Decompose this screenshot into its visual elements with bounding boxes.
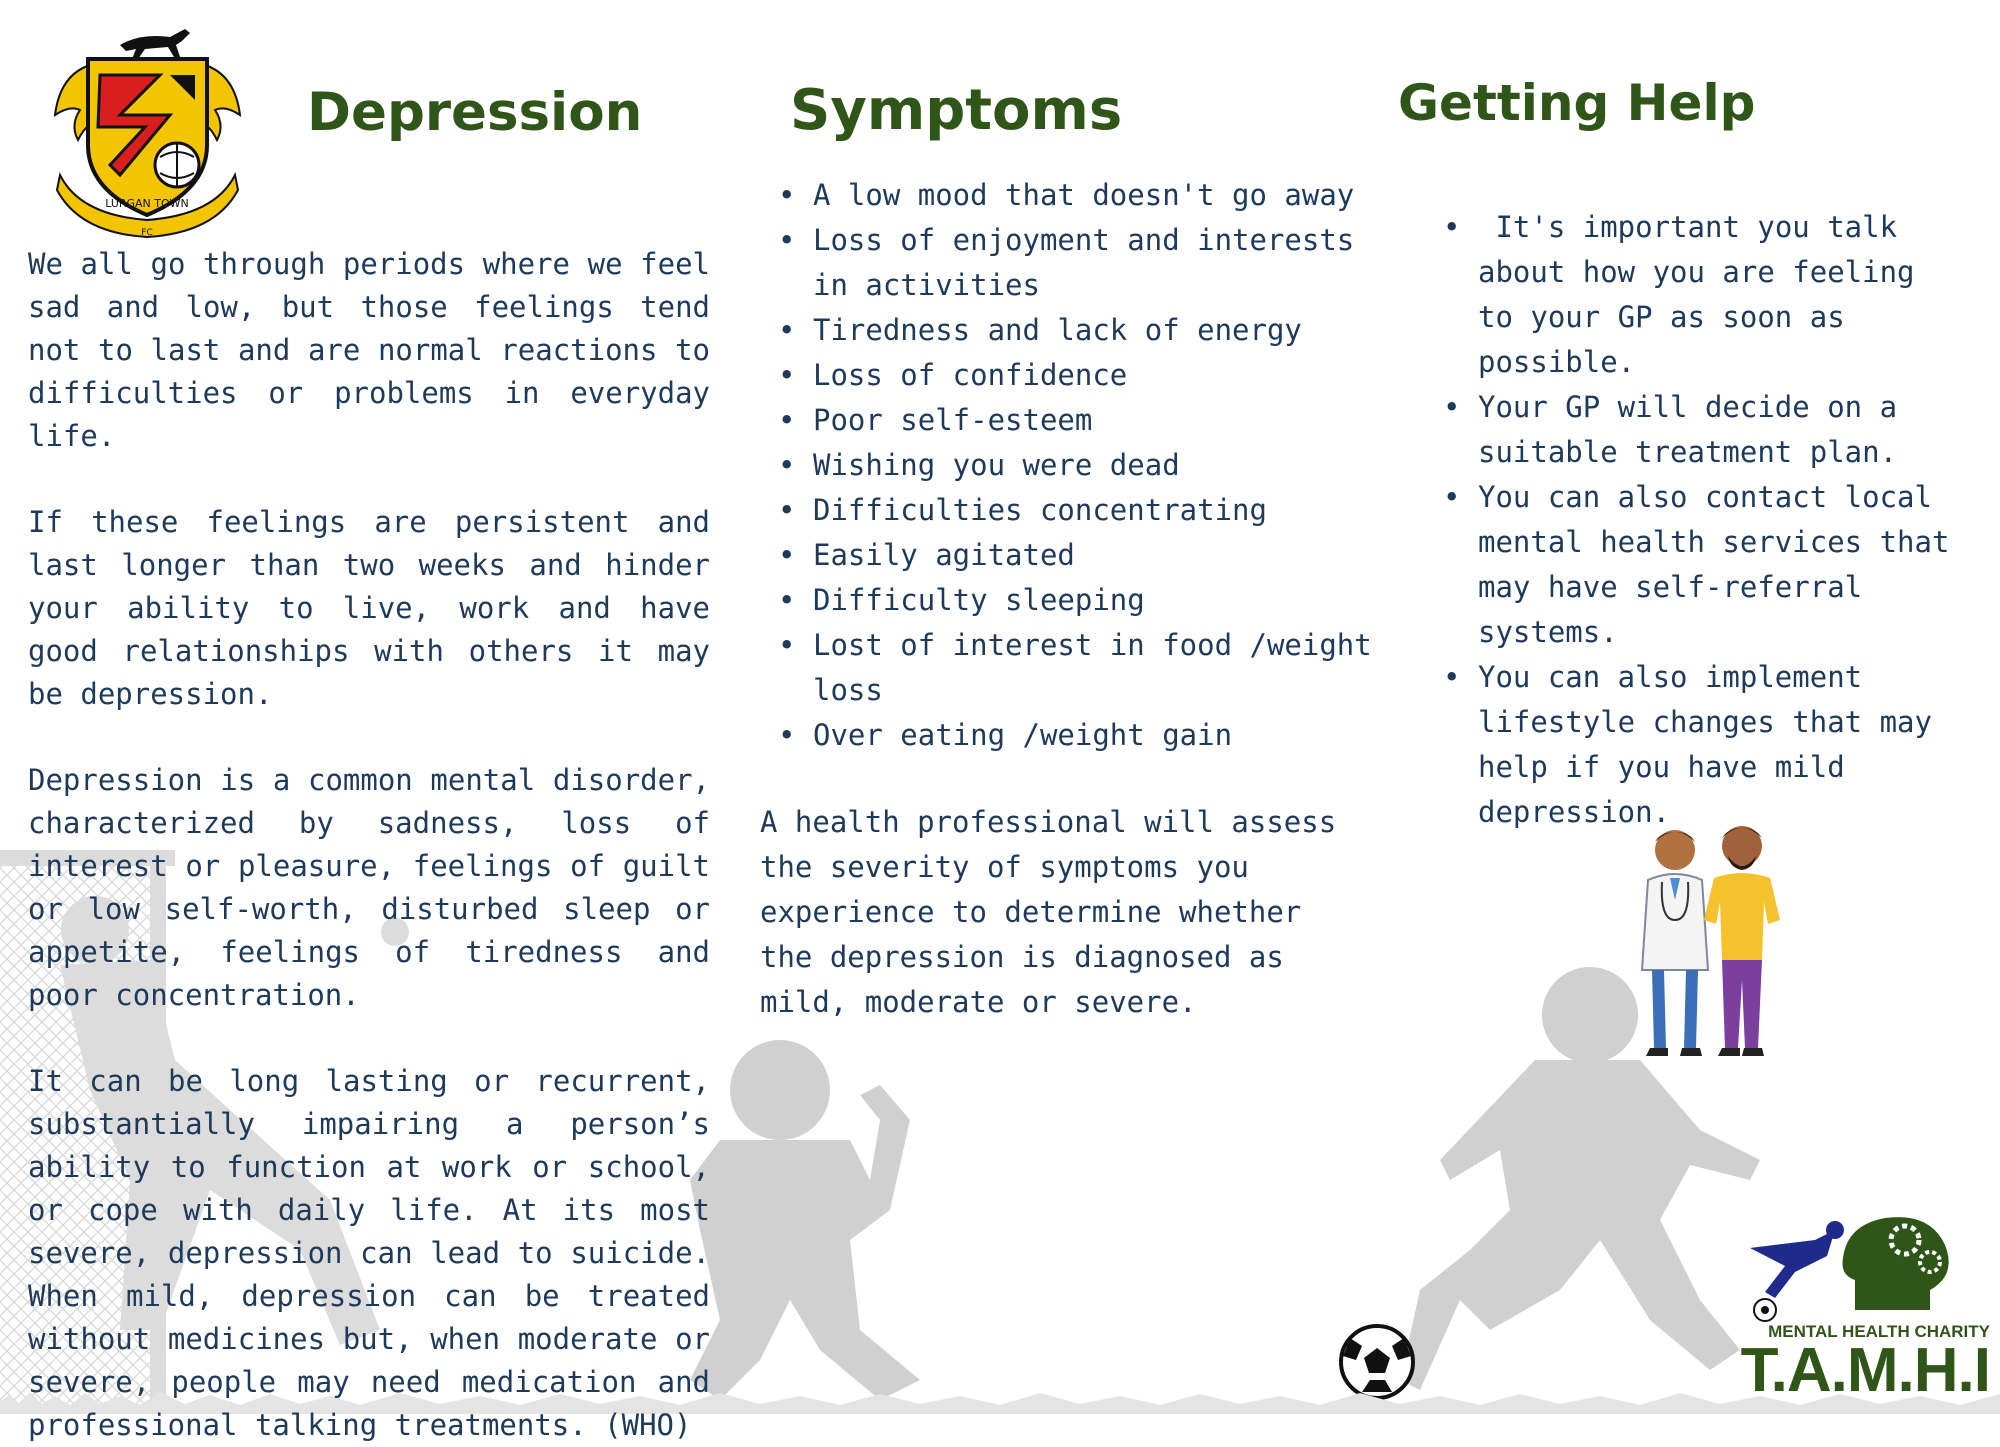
list-item: • Loss of confidence	[778, 353, 1378, 398]
list-item: • Poor self-esteem	[778, 398, 1378, 443]
list-item: • Difficulty sleeping	[778, 578, 1378, 623]
greyhound-icon	[120, 29, 190, 59]
tamhi-emblem-icon	[1735, 1200, 1990, 1325]
doctor-and-patient-illustration	[1630, 820, 1790, 1070]
symptoms-heading: Symptoms	[790, 78, 1123, 143]
list-item: • Wishing you were dead	[778, 443, 1378, 488]
getting-help-heading: Getting Help	[1398, 74, 1756, 132]
depression-heading: Depression	[307, 82, 643, 143]
lurgan-town-crest-logo	[50, 15, 245, 240]
assessment-note: A health professional will assess the severity of symptoms you experience to determine whether the depression is diagnosed as mild, moderate or severe.	[760, 805, 1337, 1019]
list-item: • Over eating /weight gain	[778, 713, 1378, 758]
depression-paragraph: If these feelings are persistent and last longer than two weeks and hinder your ability to live, work and have good relationships with others it may be depression.	[28, 505, 710, 711]
list-item: • It's important you talk about how you are feeling to your GP as soon as possible.	[1443, 205, 1983, 385]
tamhi-charity-logo	[1735, 1200, 1990, 1405]
list-item: • Loss of enjoyment and interests in activities	[778, 218, 1378, 308]
list-item: • Easily agitated	[778, 533, 1378, 578]
depression-paragraph: Depression is a common mental disorder, characterized by sadness, loss of interest or pleasure, feelings of guilt or low self-worth, disturbed sleep or appetite, feelings of tiredness and poor concentration.	[28, 763, 710, 1012]
depression-text	[28, 243, 710, 1447]
list-item: • A low mood that doesn't go away	[778, 173, 1378, 218]
tamhi-name: T.A.M.H.I	[1740, 1336, 1990, 1405]
getting-help-text	[1443, 205, 1983, 835]
list-item: • Lost of interest in food /weight loss	[778, 623, 1378, 713]
crest-badge-text: FC	[141, 228, 153, 238]
player-center-silhouette	[690, 1040, 920, 1400]
list-item: • Your GP will decide on a suitable treatment plan.	[1443, 385, 1983, 475]
list-item: • Difficulties concentrating	[778, 488, 1378, 533]
patient-figure-icon	[1704, 826, 1780, 1056]
symptoms-list	[778, 173, 1378, 758]
tamhi-caption: MENTAL HEALTH CHARITY	[1768, 1322, 1990, 1341]
depression-paragraph: It can be long lasting or recurrent, substantially impairing a person’s ability to function at work or school, or cope with daily life. At its most severe, depression can lead to suicide. When mild, depression can be treated without medicines but, when moderate or severe, people may need medication and professional talking treatments. (WHO)	[28, 1064, 710, 1442]
list-item: • You can also implement lifestyle changes that may help if you have mild depression.	[1443, 655, 1983, 835]
symptoms-text	[778, 173, 1378, 758]
depression-paragraph: We all go through periods where we feel sad and low, but those feelings tend not to last and are normal reactions to difficulties or problems in everyday life.	[28, 247, 710, 453]
crest-banner-text: LURGAN TOWN	[105, 197, 189, 210]
shield-icon	[88, 59, 207, 215]
getting-help-list	[1443, 205, 1983, 835]
list-item: • You can also contact local mental health services that may have self-referral systems.	[1443, 475, 1983, 655]
football-ball-icon	[1341, 1326, 1413, 1398]
list-item: • Tiredness and lack of energy	[778, 308, 1378, 353]
doctor-figure-icon	[1642, 830, 1708, 1056]
